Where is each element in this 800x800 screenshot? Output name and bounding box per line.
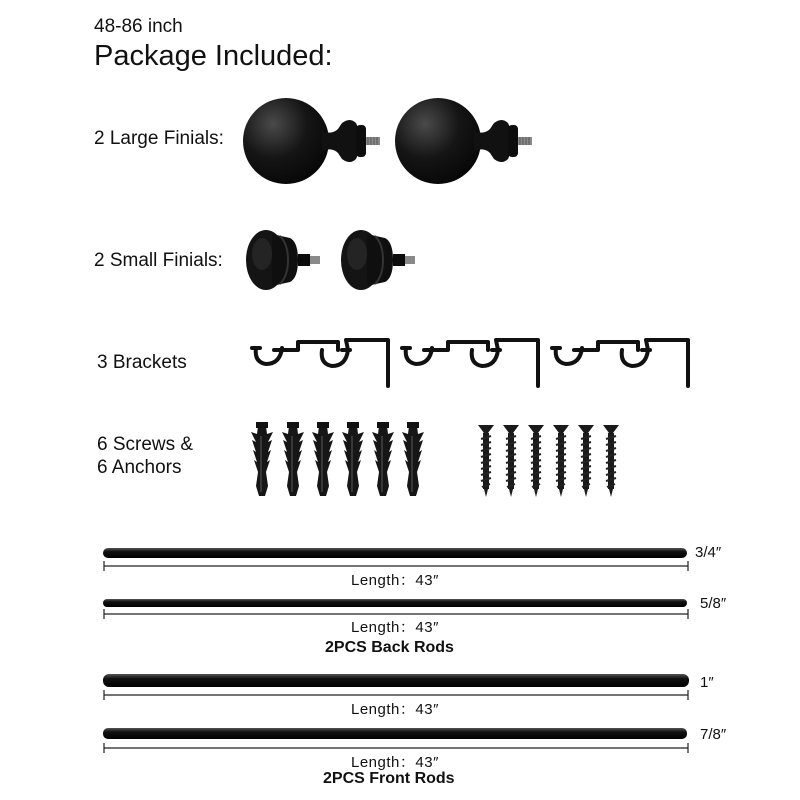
small-finials-label: 2 Small Finials: [94, 250, 223, 271]
screws-label: 6 Screws & [97, 434, 194, 455]
large-finial-1 [243, 98, 380, 184]
rod-3-length: Length：43″ [351, 701, 439, 718]
anchor-5 [372, 422, 394, 496]
front-rods-label: 2PCS Front Rods [323, 770, 455, 787]
rod-2-diameter: 5/8″ [700, 595, 727, 612]
screw-1 [478, 425, 494, 497]
anchor-2 [282, 422, 304, 496]
small-finial-1 [246, 230, 320, 290]
large-finials-label: 2 Large Finials: [94, 128, 224, 149]
small-finial-2 [341, 230, 415, 290]
rod-4-diameter: 7/8″ [700, 726, 727, 743]
rod-1-length: Length：43″ [351, 572, 439, 589]
screw-3 [528, 425, 544, 497]
back-rods-label: 2PCS Back Rods [325, 639, 454, 656]
bracket-3 [552, 340, 688, 386]
rod-2-length: Length：43″ [351, 619, 439, 636]
rod-3 [103, 674, 689, 700]
bracket-2 [402, 340, 538, 386]
screw-6 [603, 425, 619, 497]
rod-4 [103, 728, 688, 753]
anchor-4 [342, 422, 364, 496]
size-range: 48-86 inch [94, 16, 183, 37]
anchor-3 [312, 422, 334, 496]
brackets-label: 3 Brackets [97, 352, 187, 373]
rod-3-diameter: 1″ [700, 674, 714, 691]
rod-1-diameter: 3/4″ [695, 544, 722, 561]
screw-4 [553, 425, 569, 497]
anchor-1 [251, 422, 273, 496]
rod-4-length: Length：43″ [351, 754, 439, 771]
large-finial-2 [395, 98, 532, 184]
screw-2 [503, 425, 519, 497]
anchor-6 [402, 422, 424, 496]
screw-5 [578, 425, 594, 497]
rod-1 [103, 548, 688, 571]
bracket-1 [252, 340, 388, 386]
page-title: Package Included: [94, 40, 333, 72]
anchors-label: 6 Anchors [97, 457, 182, 478]
